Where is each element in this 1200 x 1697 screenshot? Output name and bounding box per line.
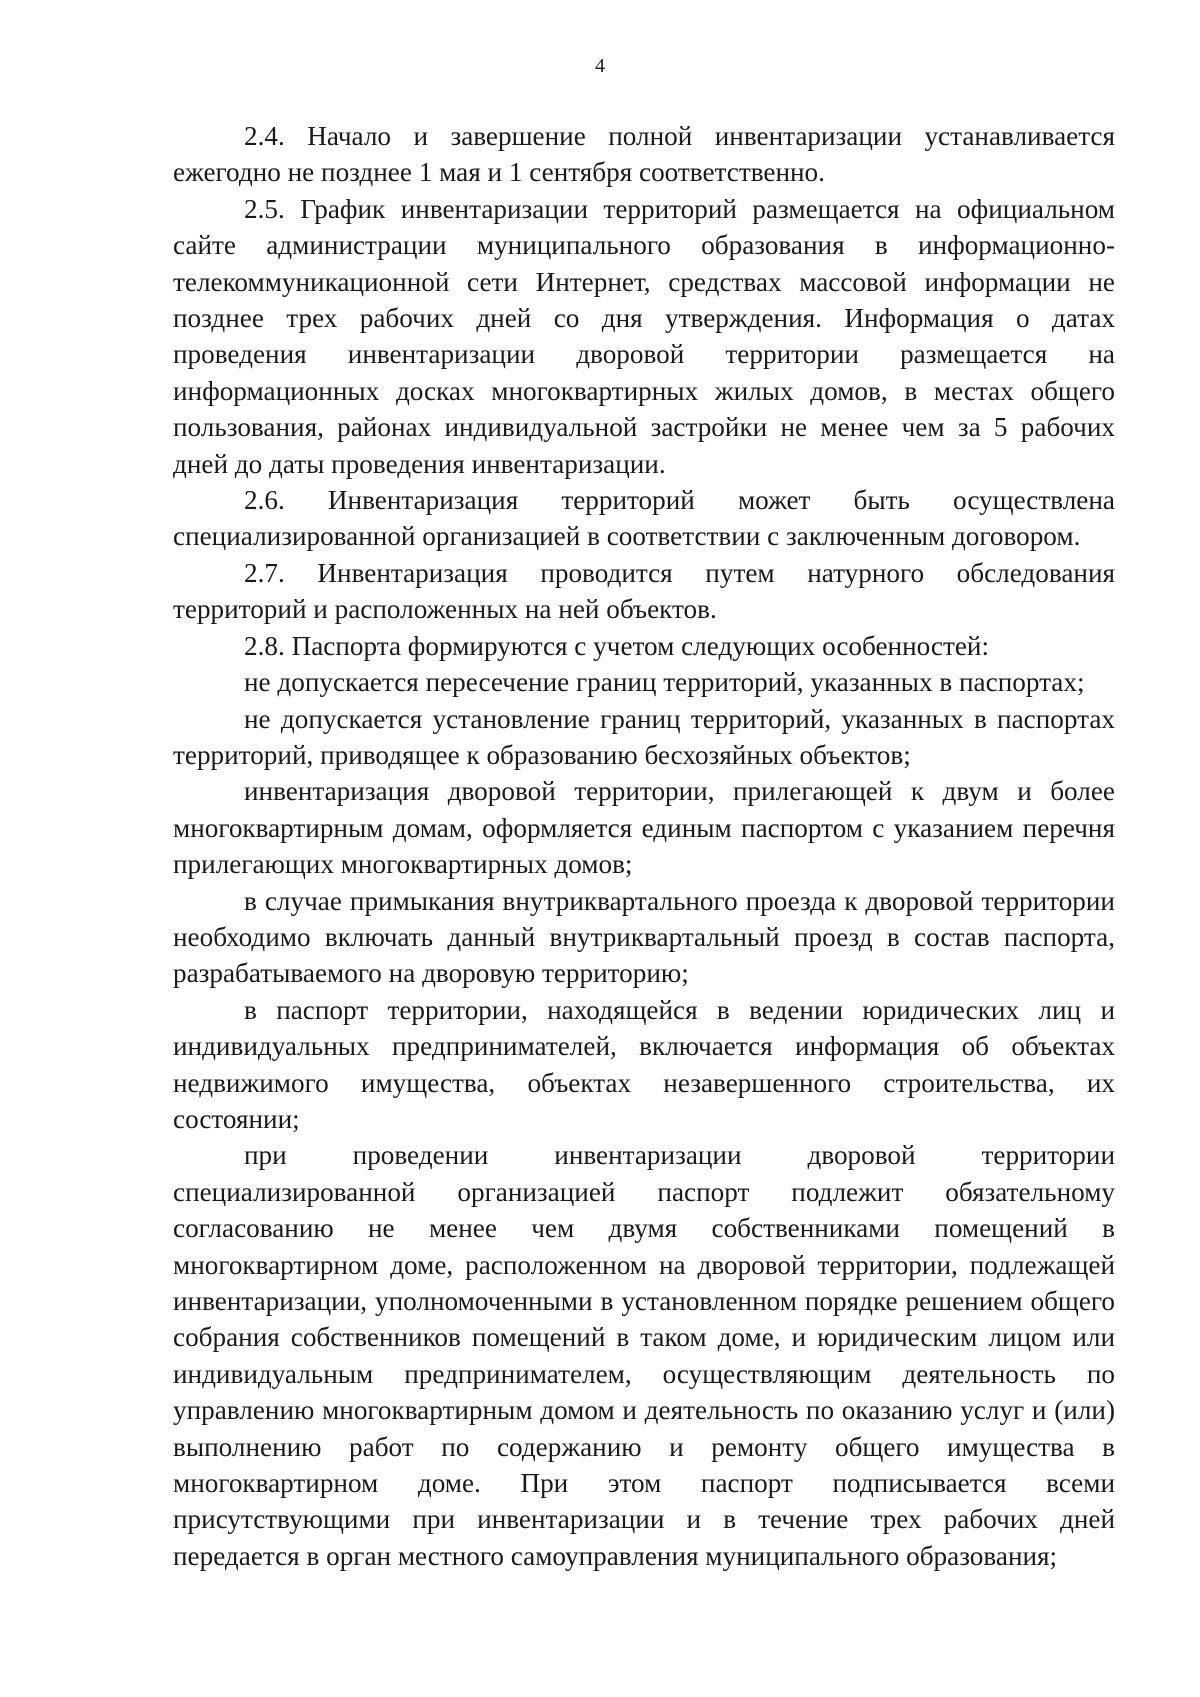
paragraph-2-6: 2.6. Инвентаризация территорий может быть осуществлена специализированной организацией в соответствии с заключенным договором. xyxy=(173,485,1115,552)
paragraph-2-8: 2.8. Паспорта формируются с учетом следующих особенностей: xyxy=(244,630,990,661)
list-item: не допускается установление границ территорий, указанных в паспортах территорий, приводящее к образованию бесхозяйных объектов; xyxy=(173,703,1115,770)
list-item: инвентаризация дворовой территории, прилегающей к двум и более многоквартирным домам, оформляется единым паспортом с указанием перечня прилегающих многоквартирных домов; xyxy=(173,776,1115,880)
paragraph-2-4: 2.4. Начало и завершение полной инвентаризации устанавливается ежегодно не позднее 1 мая и 1 сентября соответственно. xyxy=(173,121,1115,188)
list-item: в паспорт территории, находящейся в ведении юридических лиц и индивидуальных предпринимателей, включается информация об объектах недвижимого имущества, объектах незавершенного строительства, их состоянии; xyxy=(173,994,1115,1134)
document-body xyxy=(173,118,1115,1574)
list-item: в случае примыкания внутриквартального проезда к дворовой территории необходимо включать данный внутриквартальный проезд в состав паспорта, разрабатываемого на дворовую территорию; xyxy=(173,885,1115,989)
paragraph-2-7: 2.7. Инвентаризация проводится путем натурного обследования территорий и расположенных на ней объектов. xyxy=(173,557,1115,625)
paragraph-2-5: 2.5. График инвентаризации территорий размещается на официальном сайте администрации муниципального образования в информационно-телекоммуникационной сети Интернет, средствах массовой информации не позднее трех рабочих дней со дня утверждения. Информация о датах проведения инвентаризации дворовой территории размещается на информационных досках многоквартирных жилых домов, в местах общего пользования, районах индивидуальной застройки не менее чем за 5 рабочих дней до даты проведения инвентаризации. xyxy=(173,193,1115,479)
page-number: 4 xyxy=(595,55,605,77)
list-item: не допускается пересечение границ территорий, указанных в паспортах; xyxy=(244,667,1085,698)
list-item: при проведении инвентаризации дворовой территории специализированной организацией паспорт подлежит обязательному согласованию не менее чем двумя собственниками помещений в многоквартирном доме, расположенном на дворовой территории, подлежащей инвентаризации, уполномоченными в установленном порядке решением общего собрания собственников помещений в таком доме, и юридическим лицом или индивидуальным предпринимателем, осуществляющим деятельность по управлению многоквартирным домом и деятельность по оказанию услуг и (или) выполнению работ по содержанию и ремонту общего имущества в многоквартирном доме. При этом паспорт подписывается всеми присутствующими при инвентаризации и в течение трех рабочих дней передается в орган местного самоуправления муниципального образования; xyxy=(173,1140,1115,1571)
